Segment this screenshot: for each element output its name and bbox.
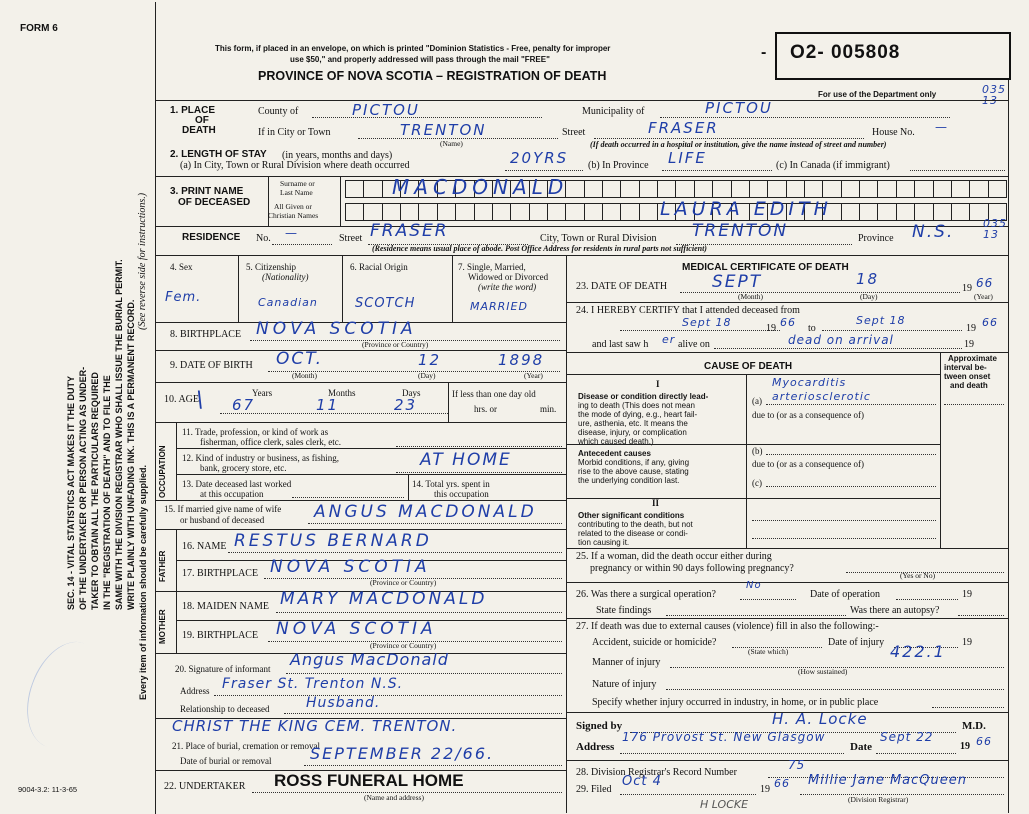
father-birthplace: NOVA SCOTIA — [270, 557, 431, 577]
death-year-label: (Year) — [974, 292, 993, 301]
last-saw-label: and last saw h — [592, 339, 649, 350]
to-year: 66 — [982, 316, 998, 329]
spouse-value: ANGUS MACDONALD — [314, 502, 537, 522]
record-number-label: 28. Division Registrar's Record Number — [576, 767, 737, 778]
given-value: LAURA EDITH — [660, 198, 832, 220]
county-label: County of — [258, 106, 299, 117]
last-saw-her: er — [662, 333, 676, 346]
dept-code: 035 13 — [982, 83, 1006, 107]
residence-province-label: Province — [858, 233, 894, 244]
record-number: 75 — [788, 758, 806, 772]
surname-label-2: Last Name — [280, 188, 313, 197]
surname-value: MACDONALD — [392, 175, 569, 199]
place-label-1: 1. PLACE — [170, 105, 216, 116]
house-label: House No. — [872, 127, 915, 138]
municipality-value: PICTOU — [705, 99, 773, 117]
interval-heading-2: interval be- — [944, 363, 987, 372]
citizenship-value: Canadian — [258, 296, 318, 309]
informant-sig-label: 20. Signature of informant — [175, 664, 271, 674]
birthplace-note: (Province or Country) — [362, 340, 429, 349]
alive-on-value: dead on arrival — [788, 333, 894, 347]
injury-year-prefix: 19 — [962, 637, 972, 648]
residence-city-label: City, Town or Rural Division — [540, 233, 657, 244]
occupation-side-label: OCCUPATION — [158, 445, 167, 498]
mother-maiden-label: 18. MAIDEN NAME — [182, 601, 269, 612]
antecedent-label-2: Morbid conditions, if any, giving — [578, 458, 690, 467]
dob-label: 9. DATE OF BIRTH — [170, 360, 253, 371]
disease-label-6: which caused death.) — [578, 437, 654, 446]
hospital-note: (If death occurred in a hospital or institution, give the name instead of street and number) — [590, 140, 887, 149]
date-value: Sept 22 — [880, 730, 934, 744]
interval-heading-4: and death — [950, 381, 988, 390]
side-text-2: OF THE UNDERTAKER OR PERSON ACTING AS UNDER- — [78, 366, 88, 610]
residence-province: N.S. — [912, 222, 955, 242]
op-year-prefix: 19 — [962, 589, 972, 600]
father-name: RESTUS BERNARD — [234, 531, 432, 551]
burial-date-label: Date of burial or removal — [180, 756, 272, 766]
side-text-3: TAKER TO OBTAIN ALL THE PARTICULARS REQUIRED — [90, 372, 100, 610]
last-year-prefix: 19 — [964, 339, 974, 350]
death-day: 18 — [856, 270, 880, 288]
q14-line-2: this occupation — [434, 489, 489, 499]
dob-day-label: (Day) — [418, 371, 436, 380]
dash-mark: - — [761, 44, 767, 61]
q13-line-1: 13. Date deceased last worked — [182, 479, 292, 489]
disease-label-1: Disease or condition directly lead- — [578, 392, 709, 401]
father-birthplace-label: 17. BIRTHPLACE — [182, 568, 259, 579]
age-years: 67 — [232, 396, 256, 414]
notice-line-2: use $50," and properly addressed will pass through the mail "FREE" — [290, 55, 550, 64]
filed-year: 66 — [774, 777, 790, 790]
q26-value: No — [746, 580, 762, 591]
residence-note: (Residence means usual place of abode. Post Office Address for residents in rural parts not sufficient) — [372, 244, 707, 253]
marital-label-2: Widowed or Divorced — [468, 272, 549, 282]
city-value: TRENTON — [400, 121, 487, 139]
to-date: Sept 18 — [856, 314, 906, 327]
stay-a-label: (a) In City, Town or Rural Division where death occurred — [180, 160, 410, 171]
filed-value: Oct 4 — [622, 774, 662, 789]
header-rule — [155, 100, 1008, 101]
due-to-1: due to (or as a consequence of) — [752, 410, 864, 420]
registrar-signature: Millie Jane MacQueen — [808, 773, 968, 788]
stay-c-label: (c) In Canada (if immigrant) — [776, 160, 890, 171]
footer-note: H LOCKE — [700, 798, 749, 811]
residence-street-label: Street — [339, 233, 363, 244]
other-label-3: related to the disease or condi- — [578, 529, 688, 538]
death-year-prefix: 19 — [962, 283, 972, 294]
how-sustained: (How sustained) — [798, 667, 848, 676]
age-less-label-2: hrs. or — [474, 404, 497, 414]
cause-c-label: (c) — [752, 478, 762, 488]
age-months: 11 — [316, 396, 340, 414]
form-title: PROVINCE OF NOVA SCOTIA – REGISTRATION OF DEATH — [258, 69, 607, 83]
antecedent-label-1: Antecedent causes — [578, 449, 651, 458]
q26-label: 26. Was there a surgical operation? — [576, 589, 716, 600]
cause-a-label: (a) — [752, 396, 762, 406]
manner-label: Manner of injury — [592, 657, 661, 668]
marital-label-1: 7. Single, Married, — [458, 262, 526, 272]
mother-birthplace-note: (Province or Country) — [370, 641, 437, 650]
alive-on-label: alive on — [678, 339, 710, 350]
racial-value: SCOTCH — [355, 296, 416, 311]
informant-address: Fraser St. Trenton N.S. — [222, 676, 404, 692]
address-value: 176 Provost St. New Glasgow — [622, 730, 826, 744]
death-day-label: (Day) — [860, 292, 878, 301]
stay-b-label: (b) In Province — [588, 160, 649, 171]
interval-heading-3: tween onset — [944, 372, 991, 381]
cause-b-label: (b) — [752, 446, 763, 456]
form-number: FORM 6 — [20, 23, 58, 34]
q12-line-1: 12. Kind of industry or business, as fishing, — [182, 453, 339, 463]
certify-label: 24. I HEREBY CERTIFY that I attended deceased from — [576, 305, 800, 316]
city-label: If in City or Town — [258, 127, 331, 138]
city-name-note: (Name) — [440, 139, 463, 148]
side-text-4: IN THE "REGISTRATION OF DEATH" AND TO FILE THE — [102, 375, 112, 610]
burial-date: SEPTEMBER 22/66. — [310, 744, 495, 763]
specify-label: Specify whether injury occurred in industry, in home, or in public place — [592, 697, 879, 708]
other-label-1: Other significant conditions — [578, 511, 685, 520]
from-year-prefix: 19 — [766, 323, 776, 334]
registrar-label: (Division Registrar) — [848, 795, 909, 804]
q25-line-2: pregnancy or within 90 days following pregnancy? — [590, 563, 794, 574]
date-year: 66 — [976, 735, 992, 748]
citizenship-label: 5. Citizenship — [246, 262, 296, 272]
cause-a-value: Myocarditis arteriosclerotic — [772, 376, 871, 403]
disease-label-5: disease, injury, or complication — [578, 428, 687, 437]
burial-place-label: 21. Place of burial, cremation or removal — [172, 741, 320, 751]
nature-label: Nature of injury — [592, 679, 657, 690]
side-text-8: Every item of information should be carefully supplied. — [138, 464, 148, 700]
birthplace-label: 8. BIRTHPLACE — [170, 329, 242, 340]
age-less-label-3: min. — [540, 404, 557, 414]
cause-heading: CAUSE OF DEATH — [704, 361, 793, 372]
due-to-2: due to (or as a consequence of) — [752, 459, 864, 469]
birthplace-value: NOVA SCOTIA — [256, 319, 417, 339]
medical-heading: MEDICAL CERTIFICATE OF DEATH — [682, 262, 849, 273]
house-value: — — [935, 120, 948, 134]
place-label-2: OF — [195, 115, 209, 126]
residence-street: FRASER — [370, 221, 449, 241]
death-year: 66 — [976, 276, 994, 290]
right-border — [1008, 78, 1009, 813]
side-text-1: SEC. 14 - VITAL STATISTICS ACT MAKES IT THE DUTY — [66, 375, 76, 610]
roman-1: I — [656, 379, 660, 389]
given-label-2: Christian Names — [268, 211, 319, 220]
informant-signature: Angus MacDonald — [290, 650, 449, 669]
relationship-value: Husband. — [306, 695, 381, 711]
code-value: 422.1 — [890, 642, 946, 661]
given-label-1: All Given or — [274, 202, 312, 211]
q25-line-1: 25. If a woman, did the death occur either during — [576, 551, 772, 562]
spouse-label-1: 15. If married give name of wife — [164, 504, 282, 514]
industry-value: AT HOME — [420, 450, 512, 470]
undertaker-note: (Name and address) — [364, 793, 424, 802]
side-text-5: SAME WITH THE DIVISION REGISTRAR WHO SHALL ISSUE THE BURIAL PERMIT. — [114, 259, 124, 610]
mother-birthplace-label: 19. BIRTHPLACE — [182, 630, 259, 641]
sex-value: Fem. — [165, 290, 202, 305]
q27-label: 27. If death was due to external causes (violence) fill in also the following:- — [576, 621, 879, 632]
autopsy-label: Was there an autopsy? — [850, 605, 940, 616]
undertaker-label: 22. UNDERTAKER — [164, 781, 246, 792]
q12-line-2: bank, grocery store, etc. — [200, 463, 287, 473]
filed-year-prefix: 19 — [760, 784, 770, 795]
dob-year: 1898 — [498, 351, 545, 369]
relationship-label: Relationship to deceased — [180, 704, 270, 714]
burial-place: CHRIST THE KING CEM. TRENTON. — [172, 717, 458, 735]
from-date: Sept 18 — [682, 316, 732, 329]
residence-no: — — [285, 226, 298, 240]
antecedent-label-4: the underlying condition last. — [578, 476, 680, 485]
md-label: M.D. — [962, 720, 986, 732]
interval-heading-1: Approximate — [948, 354, 997, 363]
spouse-label-2: or husband of deceased — [180, 515, 265, 525]
accident-label: Accident, suicide or homicide? — [592, 637, 717, 648]
citizenship-note: (Nationality) — [262, 272, 309, 282]
left-border — [155, 2, 156, 814]
other-label-4: tion causing it. — [578, 538, 630, 547]
from-year: 66 — [780, 316, 796, 329]
death-month: SEPT — [712, 272, 763, 292]
pencil-mark — [13, 631, 117, 759]
marital-value: MARRIED — [470, 300, 528, 313]
age-label: 10. AGE — [164, 394, 199, 405]
q11-line-1: 11. Trade, profession, or kind of work as — [182, 427, 329, 437]
roman-2: II — [652, 498, 660, 508]
injury-date-label: Date of injury — [828, 637, 885, 648]
age-months-label: Months — [328, 388, 356, 398]
sex-label: 4. Sex — [170, 262, 193, 272]
surname-label-1: Surname or — [280, 179, 315, 188]
mother-birthplace: NOVA SCOTIA — [276, 619, 437, 639]
op-date-label: Date of operation — [810, 589, 880, 600]
stay-label-note: (in years, months and days) — [282, 150, 393, 161]
date-year-prefix: 19 — [960, 741, 970, 752]
street-value: FRASER — [648, 119, 719, 137]
disease-label-4: ure, asthenia, etc. It means the — [578, 419, 688, 428]
street-label: Street — [562, 127, 586, 138]
q11-line-2: fisherman, office clerk, sales clerk, etc. — [200, 437, 342, 447]
stay-label: 2. LENGTH OF STAY — [170, 149, 267, 160]
name-label-1: 3. PRINT NAME — [170, 186, 244, 197]
date-label: Date — [850, 741, 872, 753]
dept-use-label: For use of the Department only — [818, 90, 937, 99]
residence-code: 035 13 — [983, 217, 1007, 241]
mother-maiden: MARY MACDONALD — [280, 589, 488, 609]
father-name-label: 16. NAME — [182, 541, 227, 552]
age-less-label-1: If less than one day old — [452, 389, 536, 399]
side-text-7: (See reverse side for instructions.) — [137, 192, 148, 330]
racial-label: 6. Racial Origin — [350, 262, 408, 272]
residence-city: TRENTON — [692, 221, 789, 241]
side-text-6: WRITE PLAINLY WITH UNFADING INK. THIS IS A PERMANENT RECORD. — [126, 299, 136, 610]
dob-year-label: (Year) — [524, 371, 543, 380]
q13-line-2: at this occupation — [200, 489, 264, 499]
q25-note: (Yes or No) — [900, 571, 936, 580]
death-month-label: (Month) — [738, 292, 763, 301]
antecedent-label-3: rise to the above cause, stating — [578, 467, 689, 476]
stay-a-value: 20YRS — [510, 149, 569, 167]
form-code: 9004-3.2: 11-3-65 — [18, 785, 78, 794]
dob-month-label: (Month) — [292, 371, 317, 380]
dob-month: OCT. — [276, 349, 324, 369]
to-label: to — [808, 323, 816, 334]
undertaker-value: ROSS FUNERAL HOME — [274, 771, 464, 790]
father-birthplace-note: (Province or Country) — [370, 578, 437, 587]
death-date-label: 23. DATE OF DEATH — [576, 281, 668, 292]
informant-address-label: Address — [180, 686, 210, 696]
age-days: 23 — [394, 396, 418, 414]
dob-day: 12 — [418, 351, 442, 369]
findings-label: State findings — [596, 605, 652, 616]
county-value: PICTOU — [352, 101, 420, 119]
notice-line-1: This form, if placed in an envelope, on which is printed "Dominion Statistics - Free, penalty for improper — [215, 44, 611, 53]
age-years-label: Years — [252, 388, 273, 398]
state-which: (State which) — [748, 647, 789, 656]
residence-label: RESIDENCE — [182, 232, 241, 243]
father-side-label: FATHER — [158, 550, 167, 582]
to-year-prefix: 19 — [966, 323, 976, 334]
residence-no-label: No. — [256, 233, 271, 244]
signed-value: H. A. Locke — [772, 710, 868, 728]
address-label: Address — [576, 741, 615, 753]
municipality-label: Municipality of — [582, 106, 645, 117]
disease-label-2: ing to death (This does not mean — [578, 401, 695, 410]
q14-line-1: 14. Total yrs. spent in — [412, 479, 490, 489]
other-label-2: contributing to the death, but not — [578, 520, 693, 529]
mother-side-label: MOTHER — [158, 609, 167, 644]
age-check: \ — [196, 388, 206, 413]
name-label-2: OF DECEASED — [178, 197, 251, 208]
marital-label-3: (write the word) — [478, 282, 537, 292]
age-days-label: Days — [402, 388, 421, 398]
place-label-3: DEATH — [182, 125, 216, 136]
filed-label: 29. Filed — [576, 784, 612, 795]
disease-label-3: the mode of dying, e.g., heart fail- — [578, 410, 698, 419]
signed-label: Signed by — [576, 720, 623, 732]
stay-b-value: LIFE — [668, 149, 707, 167]
registration-number: O2- 005808 — [790, 42, 901, 63]
